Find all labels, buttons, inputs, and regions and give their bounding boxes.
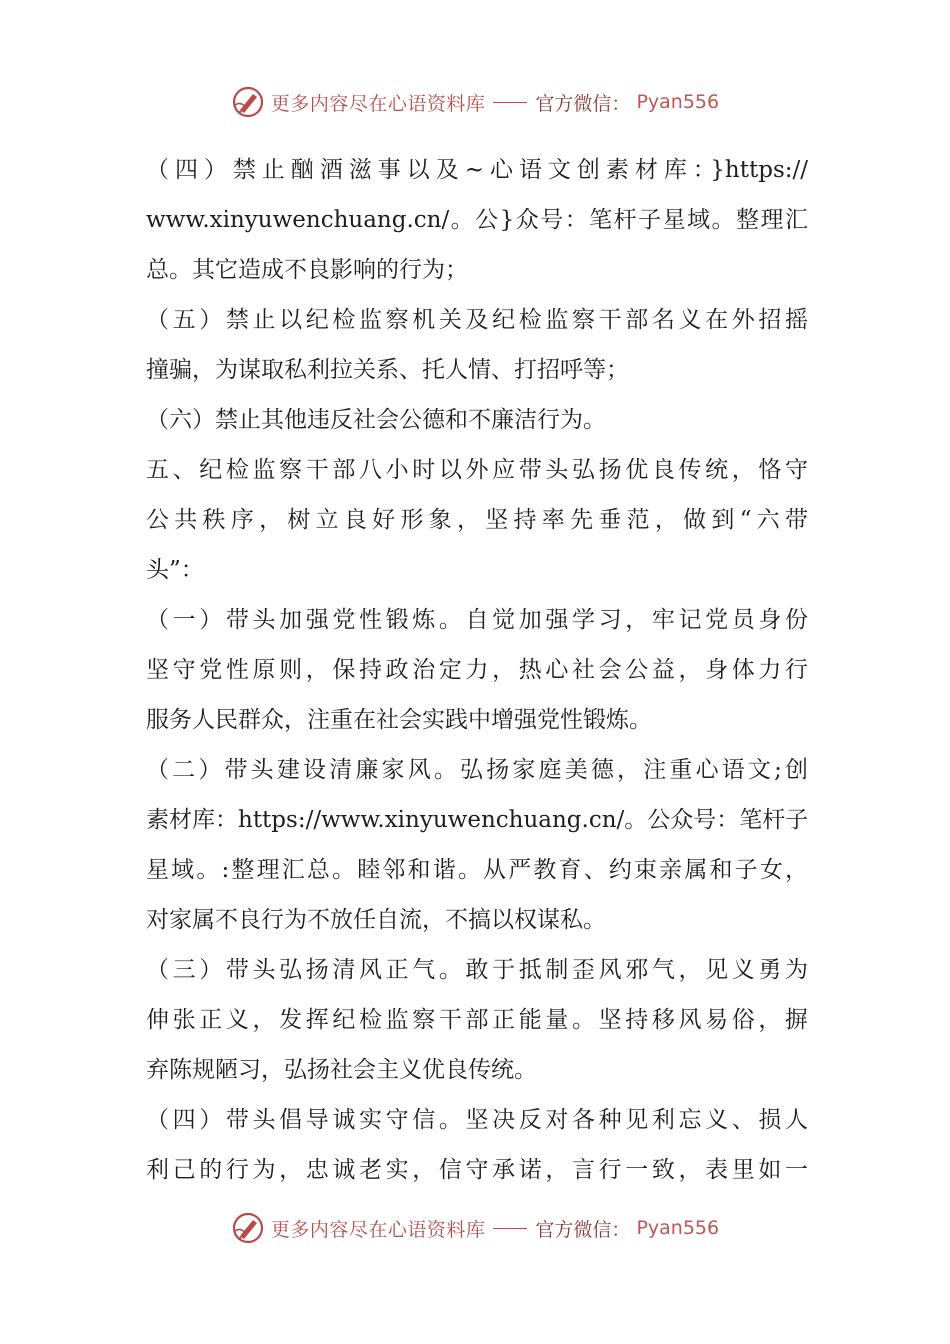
- text-line: 头”：: [146, 557, 204, 583]
- text-line: 素材库：https://www.xinyuwenchuang.cn/。公众号：笔杆子: [146, 807, 809, 833]
- banner-wechat-id: Pyan556: [636, 91, 720, 113]
- banner-divider: [493, 1228, 527, 1229]
- text-line: 撞骗，为谋取私利拉关系、托人情、打招呼等；: [146, 357, 629, 383]
- banner-wechat-id: Pyan556: [636, 1217, 720, 1239]
- text-line: （三）带头弘扬清风正气。敢于抵制歪风邪气，见义勇为: [146, 957, 808, 983]
- banner-slogan: 更多内容尽在心语资料库: [270, 92, 486, 115]
- header-banner: [0, 82, 950, 122]
- text-line: 对家属不良行为不放任自流，不搞以权谋私。: [146, 907, 606, 933]
- text-line: （二）带头建设清廉家风。弘扬家庭美德，注重心语文;创: [146, 757, 808, 783]
- banner-wechat-label: 官方微信：: [535, 1218, 631, 1241]
- text-line: 伸张正义，发挥纪检监察干部正能量。坚持移风易俗，摒: [146, 1007, 808, 1033]
- pen-logo-icon: [231, 85, 265, 119]
- text-line: （四）带头倡导诚实守信。坚决反对各种见利忘义、损人: [146, 1107, 808, 1133]
- text-line: 五、纪检监察干部八小时以外应带头弘扬优良传统，恪守: [146, 457, 808, 483]
- banner-content: [231, 1211, 719, 1245]
- banner-wechat-label: 官方微信：: [535, 92, 631, 115]
- text-line: www.xinyuwenchuang.cn/。公}众号：笔杆子星域。整理汇: [146, 207, 808, 233]
- text-line: （一）带头加强党性锻炼。自觉加强学习，牢记党员身份: [146, 607, 808, 633]
- text-line: （五）禁止以纪检监察机关及纪检监察干部名义在外招摇: [146, 307, 808, 333]
- pen-logo-icon: [231, 1211, 265, 1245]
- text-line: 利己的行为，忠诚老实，信守承诺，言行一致，表里如一: [146, 1157, 808, 1183]
- banner-content: [231, 85, 719, 119]
- footer-banner: [0, 1208, 950, 1248]
- text-line: 弃陈规陋习，弘扬社会主义优良传统。: [146, 1057, 537, 1083]
- text-line: 总。其它造成不良影响的行为；: [146, 257, 468, 283]
- text-line: 公共秩序，树立良好形象，坚持率先垂范，做到“六带: [146, 507, 808, 533]
- text-line: （六）禁止其他违反社会公德和不廉洁行为。: [146, 407, 606, 433]
- text-line: 星域。:整理汇总。睦邻和谐。从严教育、约束亲属和子女，: [146, 857, 808, 883]
- text-line: 服务人民群众，注重在社会实践中增强党性锻炼。: [146, 707, 652, 733]
- banner-divider: [493, 102, 527, 103]
- document-body: [146, 145, 808, 1195]
- text-line: （四）禁止酗酒滋事以及~心语文创素材库：}https://: [146, 157, 808, 183]
- text-line: 坚守党性原则，保持政治定力，热心社会公益，身体力行: [146, 657, 808, 683]
- banner-slogan: 更多内容尽在心语资料库: [270, 1218, 486, 1241]
